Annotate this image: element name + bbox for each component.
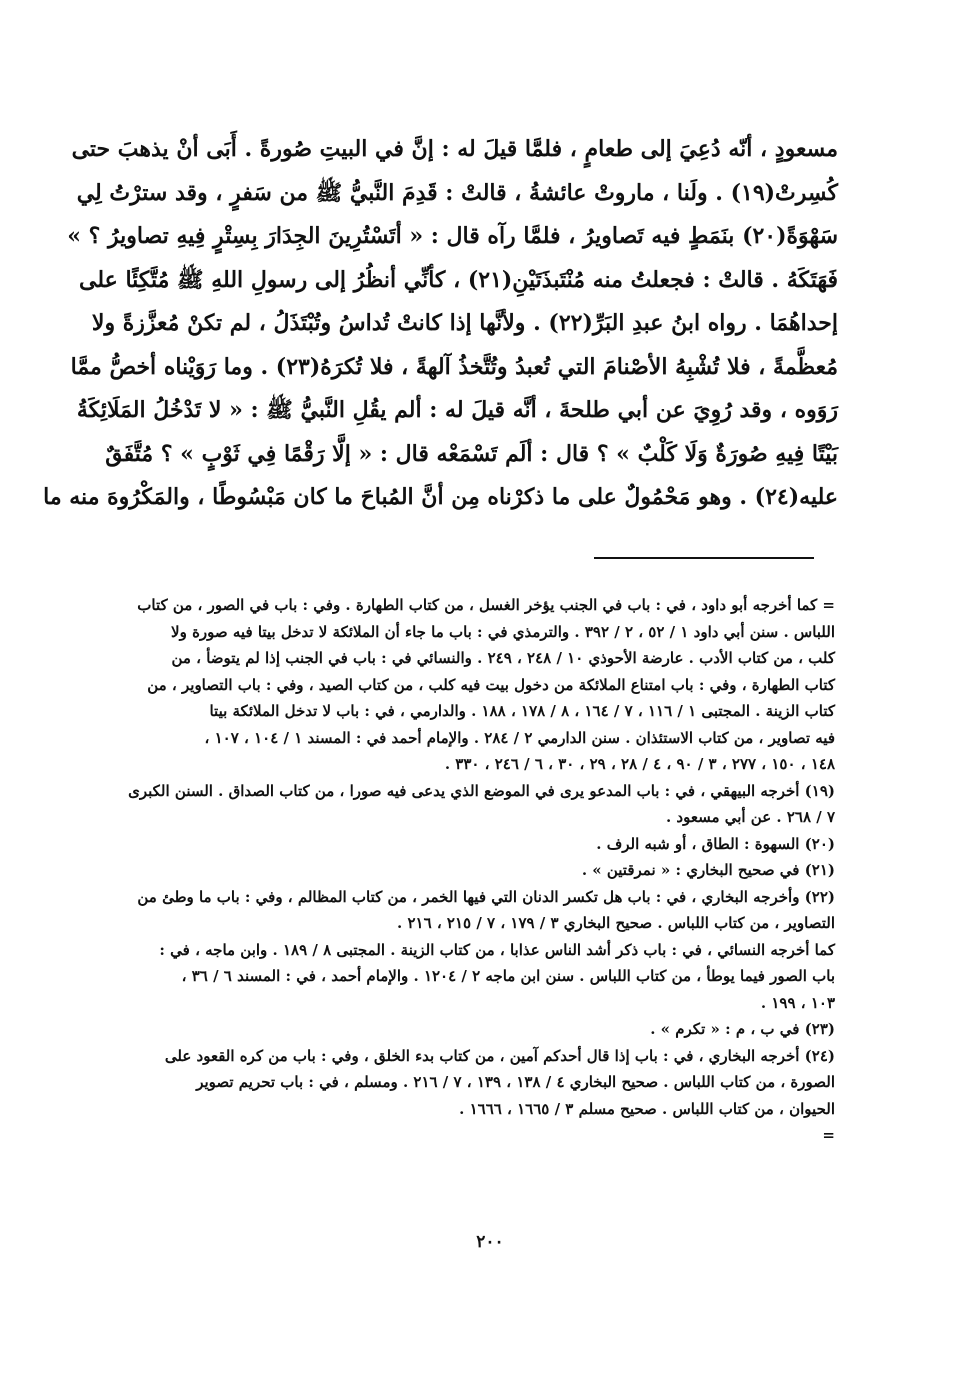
main-text-line: إحداهُمَا . رواه ابنُ عبدِ البَرِّ(٢٢) . ولأنَّها إذا كانتْ تُداسُ وتُبْتَذَلُ ، لم تكنْ مُعزَّزةً ولا	[91, 310, 838, 336]
main-text-line: بَيْتًا فِيهِ صُورَةٌ وَلَا كَلْبٌ » ؟ قال : ألَم تَسْمَعْه قال : « إلَّا رَقْمًا فِي ثَوْبٍ » ؟ مُتَّفَقٌ	[105, 440, 838, 467]
main-text-line: سَهْوَةً(٢٠) بنَمَطٍ فيه تَصاويرُ ، فلمَّا رآه قال : « أتَسْتُرِينَ الجِدَارَ بِسِتْرٍ فِيهِ تصاويرُ ؟ »	[67, 223, 838, 249]
footnote-divider	[594, 557, 814, 559]
main-text-block	[43, 128, 838, 520]
footnote-line: باب الصور فيما يوطأ ، من كتاب اللباس . سنن ابن ماجه ٢ / ١٢٠٤ . والإمام أحمد ، في : المسند ٦ / ٣٦ ،	[181, 967, 835, 985]
main-text-line: فَهَتَكَهُ . قالتْ : فجعلتُ منه مُنْتَبذَتَيْنِ(٢١) ، كأنِّي أنظُرُ إلى رسولِ اللهِ ﷺ مُتَّكِئًا على	[79, 266, 838, 293]
footnote-line: (٢٠) السهوة : الطاق ، أو شبه الرف .	[596, 834, 835, 853]
footnote-line: اللباس . سنن أبي داود ١ / ٥٢ ، ٢ / ٣٩٢ . والترمذي في : باب ما جاء أن الملائكة لا تدخل بيتا فيه صورة ولا	[171, 622, 835, 641]
footnote-line: التصاوير ، من كتاب اللباس . صحيح البخاري ٣ / ١٧٩ ، ٧ / ٢١٥ ، ٢١٦ .	[397, 914, 835, 932]
main-text-line: عليه(٢٤) . وهو مَحْمُولٌ على ما ذكرْناه مِن أنَّ المُباحَ ما كان مَبْسُوطًا ، والمَكْرُوهَ منه ما	[43, 484, 838, 510]
footnote-line: =	[822, 1126, 835, 1144]
main-text-line: مسعودٍ ، أنّه دُعِيَ إلى طعامٍ ، فلمَّا قيلَ له : إنَّ في البيتِ صُورةً . أَبَى أنْ يذهبَ حتى	[71, 136, 838, 162]
footnote-line: ١٠٣ ، ١٩٩ .	[760, 993, 835, 1012]
footnote-line: ٧ / ٢٦٨ . عن أبي مسعود .	[665, 808, 835, 826]
footnote-line: فيه تصاوير ، من كتاب الاستئذان . سنن الدارمي ٢ / ٢٨٤ . والإمام أحمد في : المسند ١ / ١٠٤ ، ١٠٧ ،	[204, 728, 835, 747]
main-text-line: كُسِرتْ(١٩) . ولَنا ، ماروتْ عائشةُ ، قالتْ : قَدِمَ النَّبيُّ ﷺ من سَفرٍ ، وقد سترْتُ لِي	[76, 179, 838, 206]
footnote-line: (١٩) أخرجه البيهقي ، في : باب المدعو يرى في الموضع الذي يدعى فيه صورا ، من كتاب الصداق . السنن الكبرى	[128, 781, 835, 800]
footnote-line: كلب ، من كتاب الأدب . عارضة الأحوذي ١٠ / ٢٤٨ ، ٢٤٩ . والنسائي في : باب في الجنب إذا لم يتوضأ ، من	[171, 649, 835, 667]
footnote-line: كما أخرجه النسائي ، في : باب ذكر أشد الناس عذابا ، من كتاب الزينة . المجتبى ٨ / ١٨٩ . وابن ماجه ، في :	[159, 940, 835, 959]
page-number: ٢٠٠	[476, 1232, 504, 1252]
main-text-line: مُعظَّمةً ، فلا تُشْبِهُ الأصْنامَ التي تُعبدُ وتُتَّخذُ آلهةً ، فلا تُكرَهُ(٢٣) . وما رَوَيْناه أخصُّ ممَّا	[70, 353, 838, 380]
main-text-line: رَوَوه ، وقد رُوِيَ عن أبي طلحةَ ، أنَّه قيلَ له : ألم يقُلِ النَّبيُّ ﷺ : « لا تَدْخُلُ المَلَائِكَةُ	[76, 397, 838, 423]
footnote-line: (٢١) في صحيح البخاري : « نمرقتين » .	[581, 861, 835, 879]
footnote-line: كتاب الطهارة ، وفي : باب امتناع الملائكة من دخول بيت فيه كلب ، من كتاب الصيد ، وفي : باب التصاوير ، من	[147, 675, 835, 694]
footnote-line: كتاب الزينة . المجتبى ١ / ١١٦ ، ٧ / ١٦٤ ، ٨ / ١٧٨ ، ١٨٨ . والدارمي ، في : باب لا تدخل الملائكة بيتا	[209, 702, 835, 720]
footnote-line: (٢٢) وأخرجه البخاري ، في : باب هل تكسر الدنان التي فيها الخمر ، من كتاب المظالم ، وفي : باب ما وطئ من	[137, 887, 835, 906]
footnote-line: (٢٤) أخرجه البخاري ، في : باب إذا قال أحدكم آمين ، من كتاب بدء الخلق ، وفي : باب من كره القعود على	[164, 1046, 835, 1065]
footnote-line: ١٤٨ ، ١٥٠ ، ٢٧٧ ، ٣ / ٩٠ ، ٤ / ٢٨ ، ٢٩ ، ٣٠ ، ٦ / ٢٤٦ ، ٣٣٠ .	[444, 755, 835, 773]
footnote-line: الصورة ، من كتاب اللباس . صحيح البخاري ٤ / ١٣٨ ، ١٣٩ ، ٧ / ٢١٦ . ومسلم ، في : باب تحريم تصوير	[196, 1073, 835, 1091]
footnotes-block	[128, 592, 835, 1149]
footnote-line: (٢٣) في ب ، م : « تكرم » .	[650, 1020, 835, 1038]
footnote-line: = كما أخرجه أبو داود ، في : باب في الجنب يؤخر الغسل ، من كتاب الطهارة . وفي : باب في الصور ، من كتاب	[137, 596, 835, 614]
footnote-line: الحيوان ، من كتاب اللباس . صحيح مسلم ٣ / ١٦٦٥ ، ١٦٦٦ .	[459, 1099, 835, 1118]
